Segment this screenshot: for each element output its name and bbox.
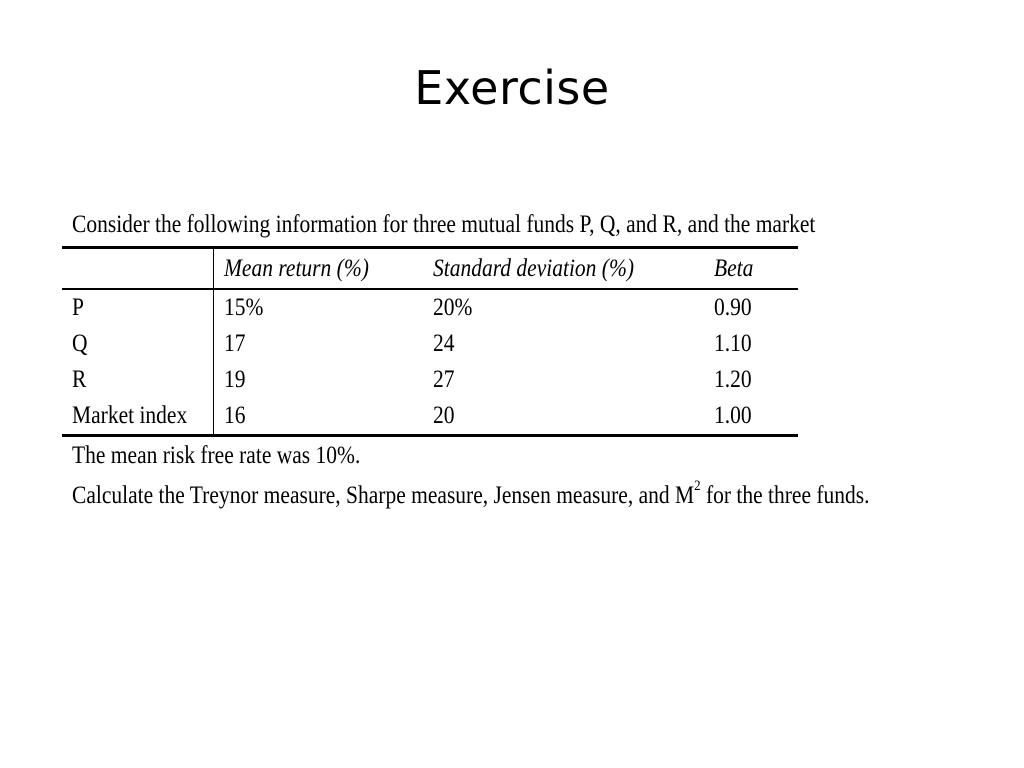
cell-mean-return: 16 [224, 402, 246, 429]
table-row [62, 326, 798, 362]
slide-title: Exercise [414, 61, 610, 115]
cell-beta: 1.20 [713, 366, 752, 393]
cell-beta: 1.10 [713, 330, 752, 357]
table-row [62, 398, 798, 436]
funds-table [62, 246, 798, 437]
question-text-end: for the three funds. [700, 482, 870, 509]
cell-mean-return: 19 [224, 366, 246, 393]
table-header-row [62, 248, 798, 290]
cell-std-dev: 20% [432, 294, 473, 321]
question-superscript: 2 [694, 478, 701, 494]
header-cell-std-dev: Standard deviation (%) [423, 248, 704, 290]
cell-fund: Q [62, 326, 214, 362]
question-text [72, 478, 870, 509]
header-cell-beta: Beta [704, 248, 798, 290]
header-cell-mean-return: Mean return (%) [214, 248, 423, 290]
cell-mean-return: 17 [224, 330, 246, 357]
table-row [62, 289, 798, 326]
cell-fund: Market index [62, 398, 214, 436]
table-row [62, 362, 798, 398]
cell-std-dev: 24 [432, 330, 455, 357]
cell-beta: 1.00 [713, 402, 752, 429]
cell-fund: R [62, 362, 214, 398]
cell-fund: P [62, 289, 214, 326]
question-text-main: Calculate the Treynor measure, Sharpe measure, Jensen measure, and M [72, 482, 695, 509]
cell-mean-return: 15% [224, 294, 264, 321]
intro-text: Consider the following information for three mutual funds P, Q, and R, and the market [72, 211, 816, 238]
cell-std-dev: 27 [432, 366, 455, 393]
cell-std-dev: 20 [432, 402, 455, 429]
cell-beta: 0.90 [713, 294, 752, 321]
risk-free-note: The mean risk free rate was 10%. [72, 442, 361, 469]
header-cell-fund [62, 248, 214, 290]
